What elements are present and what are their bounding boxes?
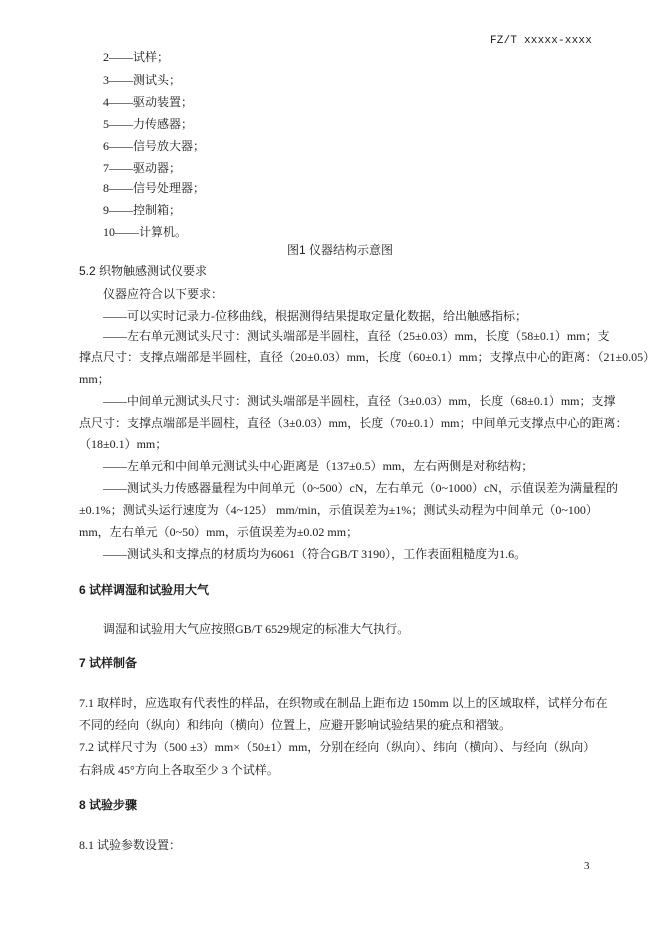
requirement-line: （18±0.1）mm； [79, 437, 168, 451]
figure-caption: 图1 仪器结构示意图 [287, 243, 394, 257]
clause-8-1: 8.1 试验参数设置： [79, 838, 182, 852]
requirement-line: ——左单元和中间单元测试头中心距离是（137±0.5）mm，左右两侧是对称结构； [103, 459, 534, 473]
standard-code-header: FZ/T xxxxx-xxxx [490, 35, 593, 47]
clause-7-2-line: 7.2 试样尺寸为（500 ±3）mm×（50±1）mm，分别在经向（纵向）、纬向（横向）、与经向（纵向） [79, 740, 596, 754]
section-title-6: 6 试样调湿和试验用大气 [79, 583, 210, 597]
requirement-line: ——左右单元测试头尺寸：测试头端部是半圆柱，直径（25±0.03）mm，长度（58±0.1）mm；支 [103, 329, 610, 343]
legend-item: 8——信号处理器； [103, 181, 206, 195]
legend-item: 7——驱动器； [103, 161, 182, 175]
requirement-line: 点尺寸：支撑点端部是半圆柱，直径（3±0.03）mm，长度（70±0.1）mm；中间单元支撑点中心的距离： [79, 416, 628, 430]
section-title-8: 8 试验步骤 [79, 798, 138, 812]
requirement-line: 撑点尺寸：支撑点端部是半圆柱，直径（20±0.03）mm，长度（60±0.1）mm；支撑点中心的距离：（21±0.05） [79, 350, 656, 364]
clause-7-1-line: 不同的经向（纵向）和纬向（横向）位置上，应避开影响试验结果的疵点和褶皱。 [79, 718, 512, 732]
legend-item: 9——控制箱； [103, 203, 182, 217]
requirement-line: ±0.1%；测试头运行速度为（4~125） mm/min，示值误差为±1%；测试头动程为中间单元（0~100） [79, 503, 598, 517]
clause-title-5-2: 5.2 织物触感测试仪要求 [79, 264, 208, 278]
clause-intro: 仪器应符合以下要求： [103, 287, 224, 301]
clause-7-1-line: 7.1 取样时，应选取有代表性的样品，在织物或在制品上距布边 150mm 以上的区域取样，试样分布在 [79, 696, 608, 710]
legend-item: 4——驱动装置； [103, 95, 194, 109]
legend-item: 5——力传感器； [103, 117, 194, 131]
requirement-line: ——测试头力传感器量程为中间单元（0~500）cN，左右单元（0~1000）cN，示值误差为满量程的 [103, 481, 618, 495]
requirement-line: ——测试头和支撑点的材质均为6061（符合GB/T 3190），工作表面粗糙度为1.6。 [103, 547, 527, 561]
legend-item: 2——试样； [103, 50, 170, 64]
section-6-text: 调湿和试验用大气应按照GB/T 6529规定的标准大气执行。 [103, 622, 410, 636]
legend-item: 3——测试头； [103, 73, 182, 87]
requirement-line: ——中间单元测试头尺寸：测试头端部是半圆柱，直径（3±0.03）mm，长度（68±0.1）mm；支撑 [103, 394, 616, 408]
clause-7-2-line: 右斜成 45°方向上各取至少 3 个试样。 [79, 763, 279, 777]
legend-item: 6——信号放大器； [103, 139, 206, 153]
section-title-7: 7 试样制备 [79, 656, 138, 670]
legend-item: 10——计算机。 [103, 225, 188, 239]
requirement-line: mm； [79, 372, 110, 386]
requirement-line: mm，左右单元（0~50）mm，示值误差为±0.02 mm； [79, 525, 359, 539]
requirement-line: ——可以实时记录力-位移曲线，根据测得结果提取定量化数据，给出触感指标； [103, 309, 527, 323]
page-number: 3 [584, 860, 590, 872]
